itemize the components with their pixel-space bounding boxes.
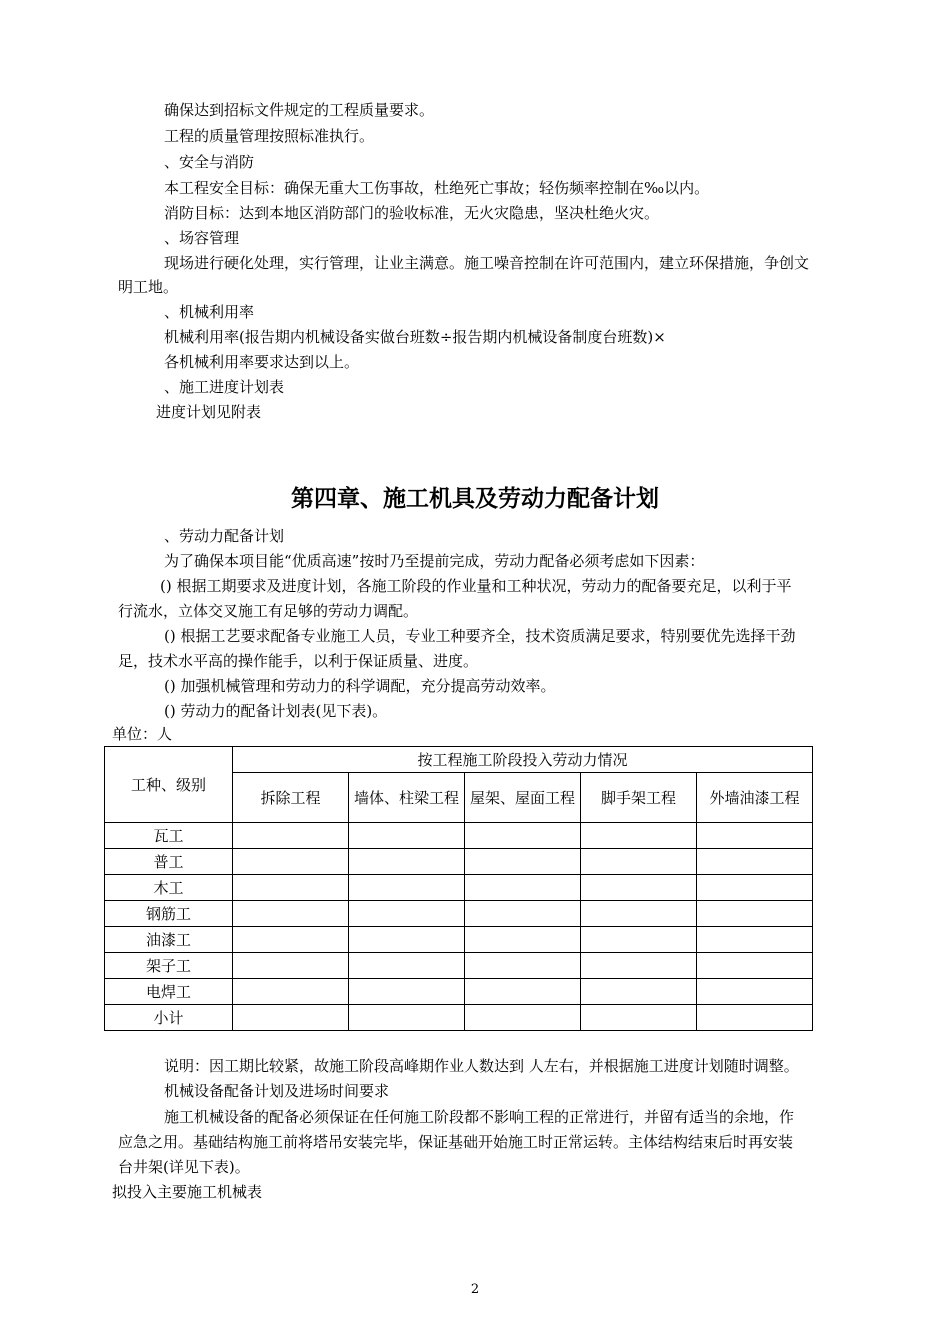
column-header-wall-column-beam: 墙体、柱梁工程 [349,773,465,823]
trade-name-cell: 油漆工 [105,927,233,953]
table-row [105,875,813,901]
factor-2-line-1: () 根据工艺要求配备专业施工人员，专业工种要齐全，技术资质满足要求，特别要优先选择干劲 [164,627,796,645]
site-management-heading: 、场容管理 [164,229,240,247]
labor-plan-heading: 、劳动力配备计划 [164,527,285,545]
quality-requirement-text: 确保达到招标文件规定的工程质量要求。 [164,101,435,119]
labor-plan-intro: 为了确保本项目能“优质高速”按时乃至提前完成，劳动力配备必须考虑如下因素： [164,552,705,570]
row-header-cell: 工种、级别 [105,747,233,823]
machine-utilization-heading: 、机械利用率 [164,303,255,321]
column-header-roof: 屋架、屋面工程 [465,773,581,823]
unit-label: 单位：人 [112,725,173,743]
table-row [105,979,813,1005]
trade-name-cell: 架子工 [105,953,233,979]
safety-fire-heading: 、安全与消防 [164,153,255,171]
factor-4-text: () 劳动力的配备计划表(见下表)。 [164,702,388,720]
table-row [105,901,813,927]
trade-name-cell: 电焊工 [105,979,233,1005]
quality-management-text: 工程的质量管理按照标准执行。 [164,127,375,145]
table-row [105,1005,813,1031]
equipment-text-2: 应急之用。基础结构施工前将塔吊安装完毕，保证基础开始施工时正常运转。主体结构结束后时再安装 [118,1133,794,1151]
equipment-table-caption: 拟投入主要施工机械表 [112,1183,263,1201]
schedule-reference-text: 进度计划见附表 [156,403,262,421]
page-number: 2 [470,1282,480,1297]
factor-1-line-1: () 根据工期要求及进度计划，各施工阶段的作业量和工种状况，劳动力的配备要充足，以利于平 [160,577,792,595]
group-header-cell: 按工程施工阶段投入劳动力情况 [233,747,813,773]
column-header-scaffold: 脚手架工程 [581,773,697,823]
table-row [105,849,813,875]
site-management-text-2: 明工地。 [118,278,179,296]
table-row [105,953,813,979]
column-header-exterior-paint: 外墙油漆工程 [697,773,813,823]
factor-1-line-2: 行流水，立体交叉施工有足够的劳动力调配。 [118,602,419,620]
trade-name-cell: 木工 [105,875,233,901]
factor-3-text: () 加强机械管理和劳动力的科学调配，充分提高劳动效率。 [164,677,556,695]
safety-target-text: 本工程安全目标：确保无重大工伤事故，杜绝死亡事故；轻伤频率控制在‰以内。 [164,179,710,197]
machine-utilization-formula: 机械利用率(报告期内机械设备实做台班数÷报告期内机械设备制度台班数)× [164,328,666,346]
equipment-plan-heading: 机械设备配备计划及进场时间要求 [164,1082,390,1100]
note-text: 说明：因工期比较紧，故施工阶段高峰期作业人数达到 人左右，并根据施工进度计划随时调整。 [164,1057,799,1075]
trade-name-cell: 小计 [105,1005,233,1031]
labor-allocation-table [104,746,813,1031]
column-header-demolition: 拆除工程 [233,773,349,823]
trade-name-cell: 普工 [105,849,233,875]
factor-2-line-2: 足，技术水平高的操作能手，以利于保证质量、进度。 [118,652,479,670]
trade-name-cell: 钢筋工 [105,901,233,927]
site-management-text-1: 现场进行硬化处理，实行管理，让业主满意。施工噪音控制在许可范围内，建立环保措施，争创文 [164,254,810,272]
schedule-heading: 、施工进度计划表 [164,378,285,396]
trade-name-cell: 瓦工 [105,823,233,849]
table-row [105,823,813,849]
equipment-text-3: 台井架(详见下表)。 [118,1158,250,1176]
chapter-title: 第四章、施工机具及劳动力配备计划 [291,486,659,512]
equipment-text-1: 施工机械设备的配备必须保证在任何施工阶段都不影响工程的正常进行，并留有适当的余地，作 [164,1108,795,1126]
machine-utilization-requirement: 各机械利用率要求达到以上。 [164,353,360,371]
fire-target-text: 消防目标：达到本地区消防部门的验收标准，无火灾隐患，坚决杜绝火灾。 [164,204,660,222]
table-row [105,927,813,953]
